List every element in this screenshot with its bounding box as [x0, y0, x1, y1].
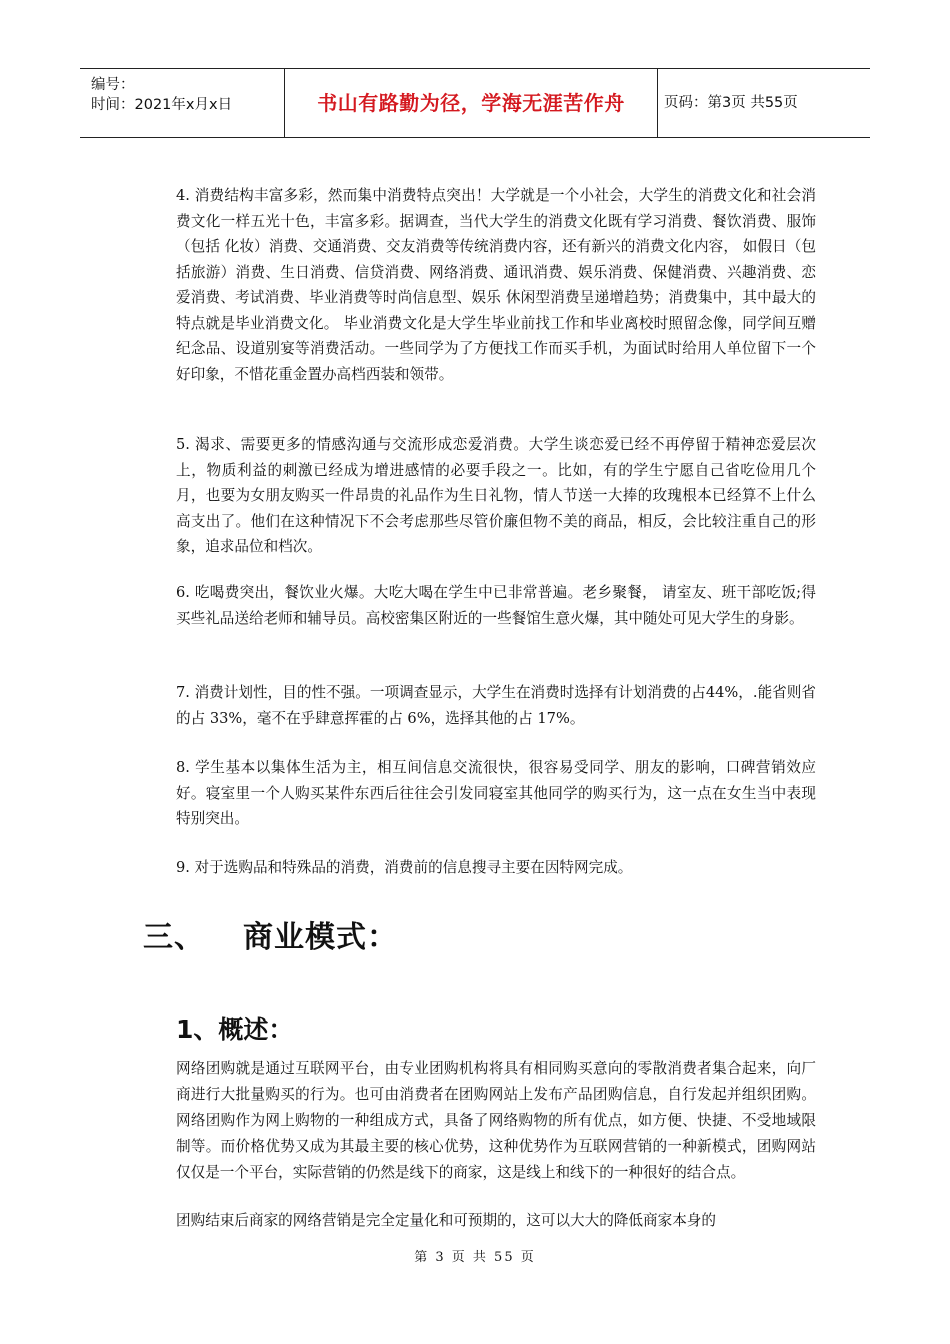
page-info: 页码：第3页 共55页	[664, 95, 798, 111]
section-heading	[143, 912, 398, 956]
header-table	[80, 68, 870, 138]
paragraph-9: 9. 对于选购品和特殊品的消费，消费前的信息搜寻主要在因特网完成。	[176, 859, 633, 876]
paragraph-5: 5. 渴求、需要更多的情感沟通与交流形成恋爱消费。大学生谈恋爱已经不再停留于精神恋爱层次上，物质利益的刺激已经成为增进感情的必要手段之一。比如，有的学生宁愿自己省吃俭用几个月，也要为女朋友购买一件昂贵的礼品作为生日礼物，情人节送一大捧的玫瑰根本已经算不上什么高支出了。他们在这种情况下不会考虑那些尽管价廉但物不美的商品，相反，会比较注重自己的形象，追求品位和档次。	[176, 436, 816, 555]
paragraph-7: 7. 消费计划性，目的性不强。一项调查显示，大学生在消费时选择有计划消费的占44%，.能省则省的占 33%，毫不在乎肆意挥霍的占 6%，选择其他的占 17%。	[176, 684, 816, 727]
paragraph-6: 6. 吃喝费突出，餐饮业火爆。大吃大喝在学生中已非常普遍。老乡聚餐， 请室友、班干部吃饭;得买些礼品送给老师和辅导员。高校密集区附近的一些餐馆生意火爆，其中随处可见大学生的身影。	[176, 584, 816, 627]
page-footer: 第 3 页 共 55 页	[414, 1250, 536, 1265]
section-number: 三、	[143, 920, 205, 955]
subsection-heading: 1、概述：	[176, 1015, 294, 1044]
body-paragraph-1-text: 网络团购就是通过互联网平台，由专业团购机构将具有相同购买意向的零散消费者集合起来，向厂商进行大批量购买的行为。也可由消费者在团购网站上发布产品团购信息，自行发起并组织团购。网络团购作为网上购物的一种组成方式，具备了网络购物的所有优点，如方便、快捷、不受地域限制等。而价格优势又成为其最主要的核心优势，这种优势作为互联网营销的一种新模式，团购网站仅仅是一个平台，实际营销的仍然是线下的商家，这是线上和线下的一种很好的结合点。	[176, 1060, 816, 1181]
time-label: 时间：2021年x月x日	[91, 97, 233, 113]
body-paragraph-2: 团购结束后商家的网络营销是完全定量化和可预期的，这可以大大的降低商家本身的	[176, 1212, 716, 1229]
paragraph-4: 4. 消费结构丰富多彩，然而集中消费特点突出！大学就是一个小社会，大学生的消费文化和社会消费文化一样五光十色，丰富多彩。据调查，当代大学生的消费文化既有学习消费、餐饮消费、服饰（包括 化妆）消费、交通消费、交友消费等传统消费内容，还有新兴的消费文化内容， 如假日（包括旅游）消费、生日消费、信贷消费、网络消费、通讯消费、娱乐消费、保健消费、兴趣消费、恋爱消费、考试消费、毕业消费等时尚信息型、娱乐 休闲型消费呈递增趋势；消费集中，其中最大的特点就是毕业消费文化。 毕业消费文化是大学生毕业前找工作和毕业离校时照留念像，同学间互赠纪念品、设道别宴等消费活动。一些同学为了方便找工作而买手机，为面试时给用人单位留下一个好印象，不惜花重金置办高档西装和领带。	[176, 187, 816, 383]
code-label: 编号：	[91, 77, 135, 93]
section-title: 商业模式：	[243, 920, 398, 955]
body-paragraph-1	[176, 1030, 816, 1186]
motto: 书山有路勤为径，学海无涯苦作舟	[285, 69, 658, 137]
paragraph-8: 8. 学生基本以集体生活为主，相互间信息交流很快，很容易受同学、朋友的影响，口碑营销效应好。寝室里一个人购买某件东西后往往会引发同寝室其他同学的购买行为，这一点在女生当中表现特别突出。	[176, 759, 816, 827]
header-meta-cell	[80, 69, 285, 137]
